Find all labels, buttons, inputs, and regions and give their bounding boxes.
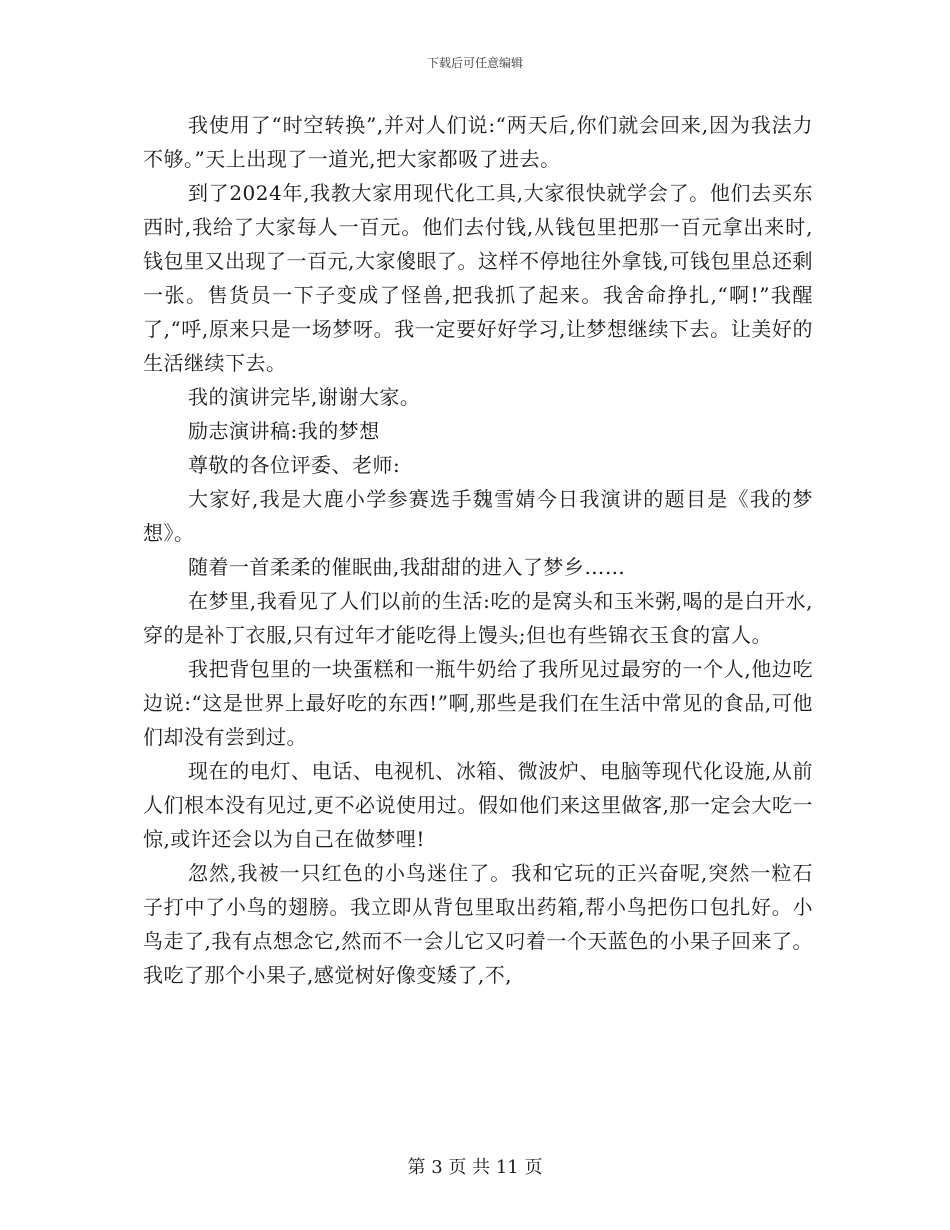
document-body — [143, 108, 813, 992]
paragraph: 我使用了“时空转换”,并对人们说:“两天后,你们就会回来,因为我法力不够。”天上出现了一道光,把大家都吸了进去。 — [143, 113, 813, 171]
paragraph: 忽然,我被一只红色的小鸟迷住了。我和它玩的正兴奋呢,突然一粒石子打中了小鸟的翅膀。我立即从背包里取出药箱,帮小鸟把伤口包扎好。小鸟走了,我有点想念它,然而不一会儿它又叼着一个天蓝色的小果子回来了。我吃了那个小果子,感觉树好像变矮了,不, — [143, 861, 813, 987]
salutation: 尊敬的各位评委、老师: — [188, 453, 401, 477]
page-number: 第 3 页 共 11 页 — [407, 1157, 543, 1178]
paragraph: 随着一首柔柔的催眠曲,我甜甜的进入了梦乡…… — [188, 555, 626, 579]
paragraph: 我把背包里的一块蛋糕和一瓶牛奶给了我所见过最穷的一个人,他边吃边说:“这是世界上最好吃的东西!”啊,那些是我们在生活中常见的食品,可他们却没有尝到过。 — [143, 657, 813, 749]
page-header-note: 下载后可任意编辑 — [426, 56, 523, 70]
paragraph: 到了2024年,我教大家用现代化工具,大家很快就学会了。他们去买东西时,我给了大家每人一百元。他们去付钱,从钱包里把那一百元拿出来时,钱包里又出现了一百元,大家傻眼了。这样不停地往外拿钱,可钱包里总还剩一张。售货员一下子变成了怪兽,把我抓了起来。我舍命挣扎,“啊!”我醒了,“呼,原来只是一场梦呀。我一定要好好学习,让梦想继续下去。让美好的生活继续下去。 — [143, 181, 813, 375]
paragraph: 在梦里,我看见了人们以前的生活:吃的是窝头和玉米粥,喝的是白开水,穿的是补丁衣服,只有过年才能吃得上馒头;但也有些锦衣玉食的富人。 — [143, 589, 813, 647]
paragraph: 大家好,我是大鹿小学参赛选手魏雪婧今日我演讲的题目是《我的梦想》。 — [143, 487, 813, 545]
paragraph: 我的演讲完毕,谢谢大家。 — [188, 385, 421, 409]
section-title: 励志演讲稿:我的梦想 — [188, 419, 380, 443]
paragraph: 现在的电灯、电话、电视机、冰箱、微波炉、电脑等现代化设施,从前人们根本没有见过,更不必说使用过。假如他们来这里做客,那一定会大吃一惊,或许还会以为自己在做梦哩! — [143, 759, 813, 851]
